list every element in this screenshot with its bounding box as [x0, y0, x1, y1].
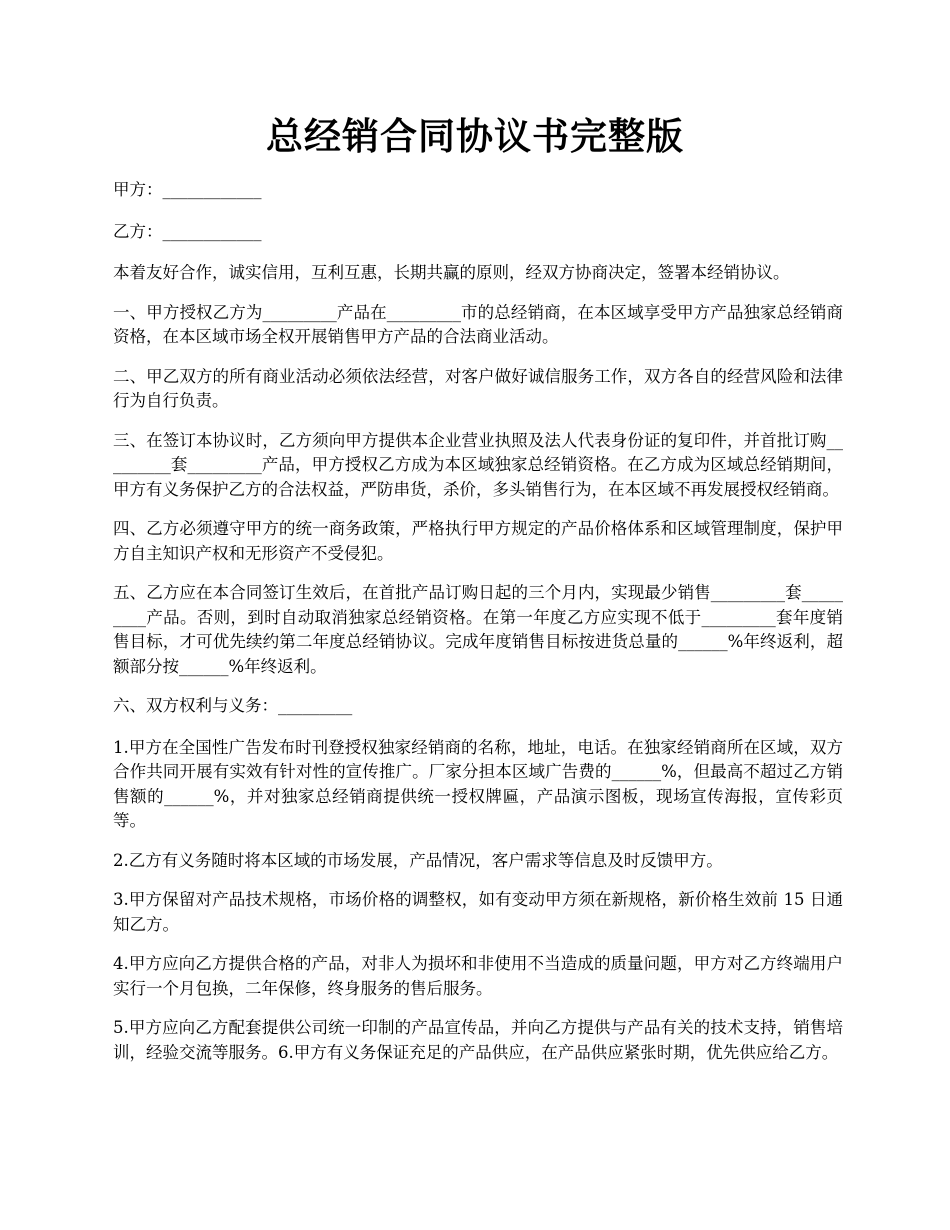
document-body	[113, 178, 843, 1080]
clause-6-heading: 六、双方权利与义务：_________	[113, 696, 353, 715]
document-title: 总经销合同协议书完整版	[266, 114, 684, 158]
sub-clause-4: 4.甲方应向乙方提供合格的产品，对非人为损坏和非使用不当造成的质量问题，甲方对乙方终端用户实行一个月包换，二年保修，终身服务的售后服务。	[113, 954, 843, 998]
intro-paragraph: 本着友好合作，诚实信用，互利互惠，长期共赢的原则，经双方协商决定，签署本经销协议。	[113, 263, 790, 282]
sub-clause-2: 2.乙方有义务随时将本区域的市场发展，产品情况，客户需求等信息及时反馈甲方。	[113, 850, 723, 870]
sub-clause-5-6: 5.甲方应向乙方配套提供公司统一印制的产品宣传品，并向乙方提供与产品有关的技术支持，销售培训，经验交流等服务。6.甲方有义务保证充足的产品供应，在产品供应紧张时期，优先供应给乙方。	[113, 1018, 843, 1062]
clause-5: 五、乙方应在本合同签订生效后，在首批产品订购日起的三个月内，实现最少销售_________套_________产品。否则，到时自动取消独家总经销资格。在第一年度乙方应实现不低于_________套年度销售目标，才可优先续约第二年度总经销协议。完成年度销售目标按进货总量的______%年终返利，超额部分按______%年终返利。	[113, 583, 843, 676]
party-a-line: 甲方：____________	[113, 180, 262, 199]
sub-clause-3: 3.甲方保留对产品技术规格，市场价格的调整权，如有变动甲方须在新规格，新价格生效前 15 日通知乙方。	[113, 890, 843, 934]
party-b-line: 乙方：____________	[113, 221, 262, 241]
clause-3: 三、在签订本协议时，乙方须向甲方提供本企业营业执照及法人代表身份证的复印件，并首批订购_________套_________产品，甲方授权乙方成为本区域独家总经销资格。在乙方成为区域总经销期间，甲方有义务保护乙方的合法权益，严防串货，杀价，多头销售行为，在本区域不再发展授权经销商。	[113, 430, 843, 499]
clause-4: 四、乙方必须遵守甲方的统一商务政策，严格执行甲方规定的产品价格体系和区域管理制度，保护甲方自主知识产权和无形资产不受侵犯。	[113, 519, 843, 563]
clause-1: 一、甲方授权乙方为_________产品在_________市的总经销商，在本区域享受甲方产品独家总经销商资格，在本区域市场全权开展销售甲方产品的合法商业活动。	[113, 302, 843, 346]
clause-2: 二、甲乙双方的所有商业活动必须依法经营，对客户做好诚信服务工作，双方各自的经营风险和法律行为自行负责。	[113, 366, 843, 410]
sub-clause-1: 1.甲方在全国性广告发布时刊登授权独家经销商的名称，地址，电话。在独家经销商所在区域，双方合作共同开展有实效有针对性的宣传推广。厂家分担本区域广告费的______%，但最高不超过乙方销售额的______%，并对独家总经销商提供统一授权牌匾，产品演示图板，现场宣传海报，宣传彩页等。	[113, 737, 843, 830]
